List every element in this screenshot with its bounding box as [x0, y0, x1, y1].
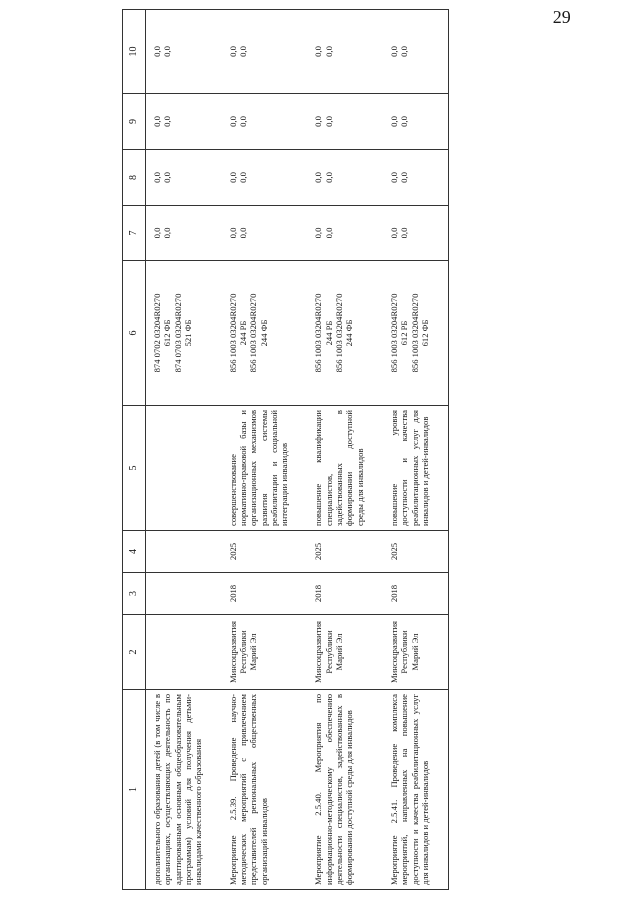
column-number-row	[123, 10, 146, 890]
value-cell: 0,0	[313, 116, 324, 127]
start-year: 2018	[383, 573, 449, 615]
responsible-executor: Минсоцразвития Республики Марий Эл	[383, 615, 449, 690]
column-number-1: 1	[123, 690, 146, 890]
value-cell: 0,0	[399, 46, 410, 57]
expected-result: повышение квалификации специалистов, задействованных в формировании доступной среды для инвалидов	[307, 406, 383, 531]
table-row	[222, 10, 308, 890]
value-cell: 0,0	[162, 172, 173, 183]
value-cell: 0,0	[399, 172, 410, 183]
budget-code-line: 612 РБ	[399, 320, 410, 346]
value-col-7	[307, 206, 383, 261]
activity-name: дополнительного образования детей (в том числе в организациях, осуществляющих деятельность по адаптированным основным общеобразовательным программам) условий для получения детьми-инвалидами качественного образования	[146, 690, 222, 890]
value-cell: 0,0	[237, 46, 248, 57]
page-number: 29	[552, 7, 571, 28]
budget-codes	[383, 261, 449, 406]
end-year: 2025	[383, 531, 449, 573]
value-cell: 0,0	[399, 227, 410, 239]
start-year: 2018	[307, 573, 383, 615]
responsible-executor: Минсоцразвития Республики Марий Эл	[307, 615, 383, 690]
budget-code-line: 856 1003 03204R0270	[227, 293, 238, 373]
activity-name: Мероприятие 2.5.40. Мероприятия по информационно-методическому обеспечению деятельности специалистов, задействованных в формировании доступной среды для инвалидов	[307, 690, 383, 890]
budget-code-line: 244 РБ	[237, 320, 248, 346]
value-col-7	[146, 206, 222, 261]
budget-code-line: 612 ФБ	[419, 319, 430, 347]
value-col-10	[383, 10, 449, 94]
budget-codes	[222, 261, 308, 406]
value-cell: 0,0	[323, 46, 334, 57]
expected-result: повышение уровня доступности и качества реабилитационных услуг для инвалидов и детей-инвалидов	[383, 406, 449, 531]
value-cell: 0,0	[237, 116, 248, 127]
value-cell: 0,0	[162, 116, 173, 127]
value-cell: 0,0	[227, 116, 238, 127]
value-cell: 0,0	[227, 46, 238, 57]
value-cell: 0,0	[237, 227, 248, 239]
value-col-8	[307, 150, 383, 206]
column-number-5: 5	[123, 406, 146, 531]
budget-code-line: 244 РБ	[323, 320, 334, 346]
column-number-7: 7	[123, 206, 146, 261]
column-number-4: 4	[123, 531, 146, 573]
value-col-7	[222, 206, 308, 261]
value-cell: 0,0	[313, 46, 324, 57]
column-number-10: 10	[123, 10, 146, 94]
program-activities-table	[122, 9, 449, 890]
responsible-executor	[146, 615, 222, 690]
value-cell: 0,0	[389, 172, 399, 183]
value-cell: 0,0	[227, 172, 238, 183]
value-cell: 0,0	[162, 227, 173, 239]
value-cell: 0,0	[152, 116, 162, 127]
responsible-executor: Минсоцразвития Республики Марий Эл	[222, 615, 308, 690]
value-col-8	[146, 150, 222, 206]
budget-code-line: 521 ФБ	[182, 319, 193, 347]
value-col-10	[146, 10, 222, 94]
start-year	[146, 573, 222, 615]
budget-code-line: 874 0702 03204R0270	[152, 293, 162, 373]
value-cell: 0,0	[152, 227, 162, 239]
budget-code-line: 856 1003 03204R0270	[334, 293, 345, 373]
value-col-9	[307, 94, 383, 150]
expected-result: совершенствование нормативно-правовой базы и организационных механизмов развития системы реабилитации и социальной интеграции инвалидов	[222, 406, 308, 531]
value-col-8	[222, 150, 308, 206]
rotated-table-container	[122, 10, 628, 890]
budget-code-line: 856 1003 03204R0270	[248, 293, 259, 373]
value-col-9	[222, 94, 308, 150]
budget-codes	[307, 261, 383, 406]
column-number-9: 9	[123, 94, 146, 150]
budget-code-line: 612 ФБ	[162, 319, 173, 347]
activity-name: Мероприятие 2.5.41. Проведение комплекса мероприятий, направленных на повышение доступности и качества реабилитационных услуг для инвалидов и детей-инвалидов	[383, 690, 449, 890]
end-year: 2025	[222, 531, 308, 573]
value-cell: 0,0	[389, 227, 399, 239]
budget-code-line: 856 1003 03204R0270	[313, 293, 324, 373]
value-cell: 0,0	[399, 116, 410, 127]
value-cell: 0,0	[389, 46, 399, 57]
value-cell: 0,0	[323, 116, 334, 127]
end-year	[146, 531, 222, 573]
column-number-6: 6	[123, 261, 146, 406]
budget-code-line: 856 1003 03204R0270	[409, 293, 420, 373]
value-cell: 0,0	[313, 172, 324, 183]
budget-code-line: 244 ФБ	[344, 319, 355, 347]
column-number-2: 2	[123, 615, 146, 690]
value-cell: 0,0	[162, 46, 173, 57]
column-number-8: 8	[123, 150, 146, 206]
value-cell: 0,0	[323, 227, 334, 239]
budget-code-line: 874 0703 03204R0270	[172, 293, 183, 373]
value-col-10	[307, 10, 383, 94]
column-number-3: 3	[123, 573, 146, 615]
value-col-7	[383, 206, 449, 261]
budget-code-line: 244 ФБ	[258, 319, 269, 347]
table-row	[307, 10, 383, 890]
value-cell: 0,0	[237, 172, 248, 183]
table-row	[146, 10, 222, 890]
budget-code-line: 856 1003 03204R0270	[389, 293, 399, 373]
value-cell: 0,0	[152, 172, 162, 183]
expected-result	[146, 406, 222, 531]
value-col-9	[383, 94, 449, 150]
value-cell: 0,0	[389, 116, 399, 127]
value-cell: 0,0	[152, 46, 162, 57]
table-row	[383, 10, 449, 890]
value-cell: 0,0	[323, 172, 334, 183]
value-col-9	[146, 94, 222, 150]
end-year: 2025	[307, 531, 383, 573]
value-cell: 0,0	[313, 227, 324, 239]
activity-name: Мероприятие 2.5.39. Проведение научно-методических мероприятий с привлечением представителей региональных общественных организаций инвалидов	[222, 690, 308, 890]
value-col-10	[222, 10, 308, 94]
value-col-8	[383, 150, 449, 206]
start-year: 2018	[222, 573, 308, 615]
budget-codes	[146, 261, 222, 406]
value-cell: 0,0	[227, 227, 238, 239]
